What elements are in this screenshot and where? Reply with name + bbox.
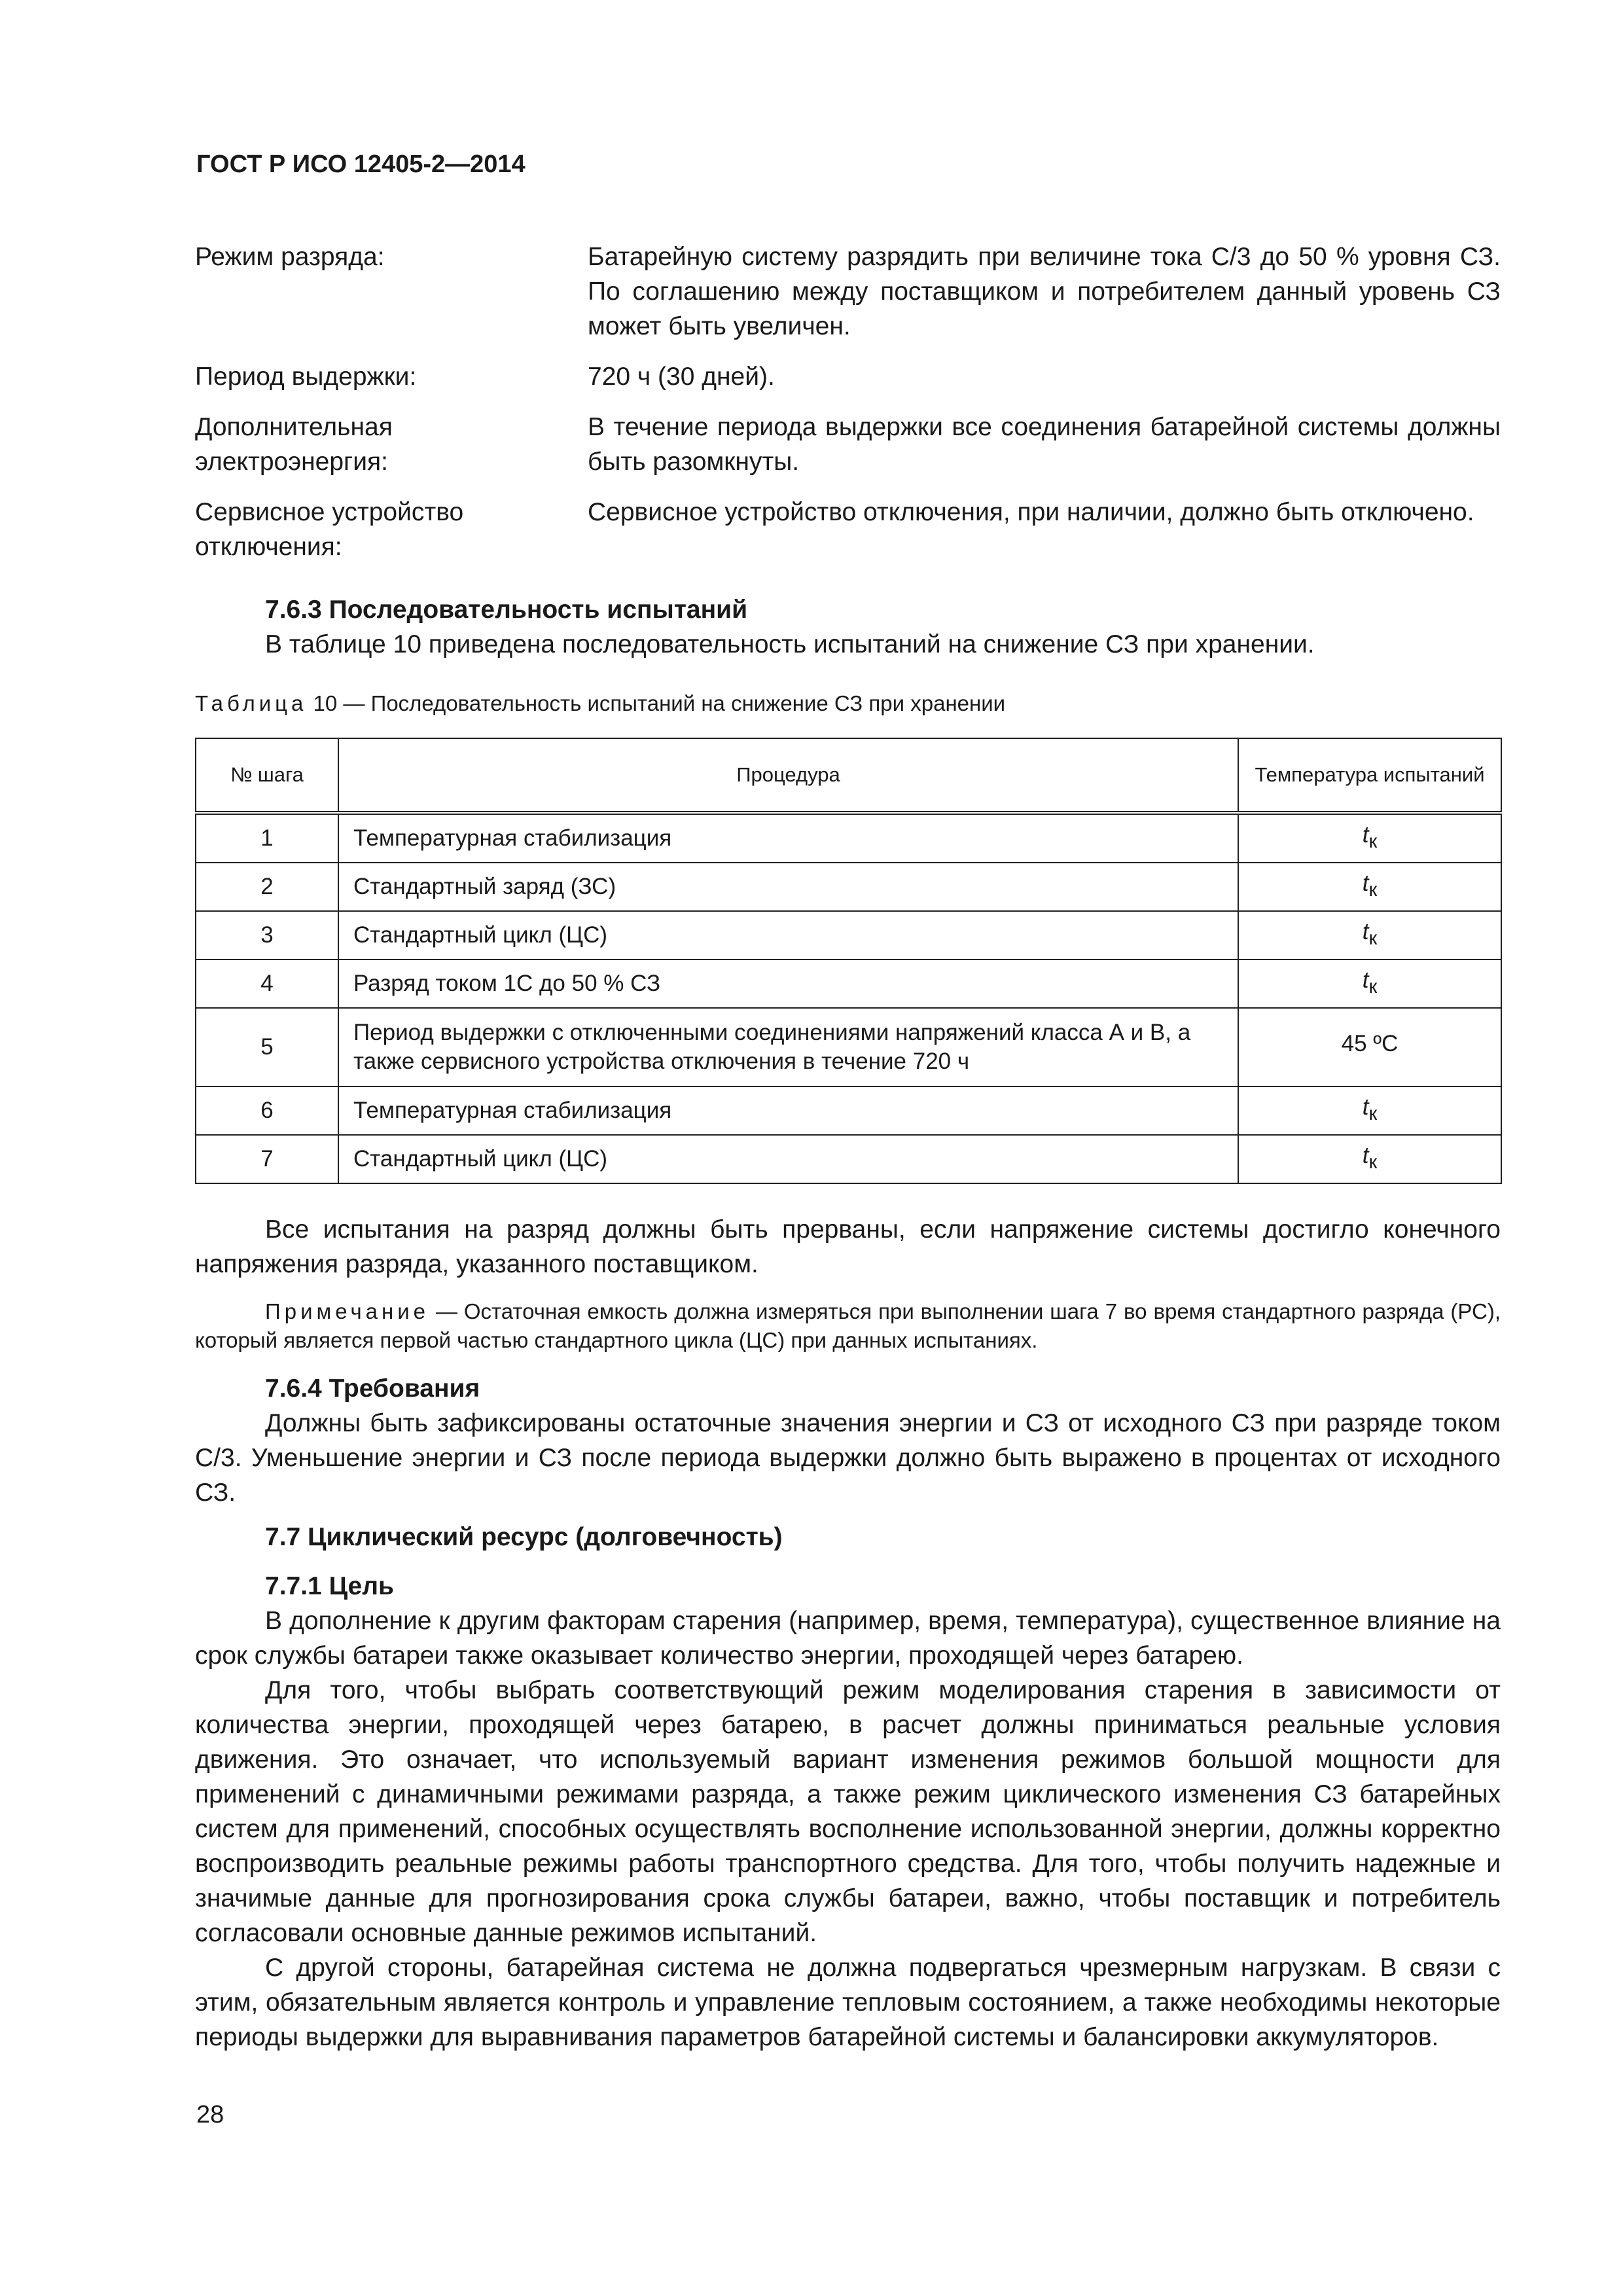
procedure: Стандартный цикл (ЦС)	[338, 1135, 1238, 1183]
section-heading: 7.7 Циклический ресурс (долговечность)	[265, 1523, 783, 1551]
table-header-row	[196, 738, 1501, 813]
procedure: Стандартный заряд (ЗС)	[338, 863, 1238, 911]
note	[195, 1297, 1501, 1355]
document-header: ГОСТ Р ИСО 12405-2—2014	[196, 151, 526, 178]
column-header-temperature: Температура испытаний	[1238, 738, 1501, 813]
param-value: Батарейную систему разрядить при величине тока С/3 до 50 % уровня СЗ. По соглашению между поставщиком и потребителем данный уровень СЗ может быть увеличен.	[588, 243, 1501, 340]
parameter-list	[195, 240, 1501, 580]
page-number: 28	[196, 2101, 224, 2128]
table-row	[196, 1086, 1501, 1135]
param-rest-period	[195, 359, 1501, 394]
test-temperature: $t_к$	[1238, 911, 1501, 960]
test-temperature: $t_к$	[1238, 863, 1501, 911]
section-7-7	[195, 1520, 1501, 1554]
param-additional-power	[195, 410, 1501, 479]
procedure: Период выдержки с отключенными соединениями напряжений класса А и В, а также сервисного устройства отключения в течение 720 ч	[338, 1008, 1238, 1086]
param-label: Период выдержки:	[195, 363, 417, 391]
table-row	[196, 1008, 1501, 1086]
table-row	[196, 1135, 1501, 1183]
test-temperature: $t_к$	[1238, 813, 1501, 863]
test-temperature: $t_к$	[1238, 960, 1501, 1008]
step-number: 2	[196, 863, 338, 911]
section-heading: 7.6.3 Последовательность испытаний	[265, 596, 748, 624]
test-temperature: 45 ºС	[1238, 1008, 1501, 1086]
step-number: 7	[196, 1135, 338, 1183]
test-temperature: $t_к$	[1238, 1135, 1501, 1183]
column-header-step: № шага	[196, 738, 338, 813]
paragraph: В дополнение к другим факторам старения (например, время, температура), существенное влияние на срок службы батареи также оказывает количество энергии, проходящей через батарею.	[195, 1607, 1501, 1670]
procedure: Разряд током 1С до 50 % СЗ	[338, 960, 1238, 1008]
param-value: В течение периода выдержки все соединения батарейной системы должны быть разомкнуты.	[588, 413, 1501, 476]
paragraph: Все испытания на разряд должны быть прерваны, если напряжение системы достигло конечного напряжения разряда, указанного поставщиком.	[195, 1215, 1501, 1278]
note-text: — Остаточная емкость должна измеряться при выполнении шага 7 во время стандартного разряда (РС), который является первой частью стандартного цикла (ЦС) при данных испытаниях.	[195, 1299, 1501, 1352]
section-7-7-1	[195, 1569, 1501, 2054]
param-service-disconnect	[195, 495, 1501, 564]
section-7-6-3	[195, 592, 1501, 662]
param-label: Режим разряда:	[195, 243, 385, 271]
section-heading: 7.6.4 Требования	[265, 1374, 480, 1403]
step-number: 3	[196, 911, 338, 960]
table-row	[196, 863, 1501, 911]
paragraph: Для того, чтобы выбрать соответствующий режим моделирования старения в зависимости от количества энергии, проходящей через батарею, в расчет должны приниматься реальные условия движения. Это означает, что используемый вариант изменения режимов большой мощности для применений с динамичными режимами разряда, а также режим циклического изменения СЗ батарейных систем для применений, способных осуществлять восполнение использованной энергии, должны корректно воспроизводить реальные режимы работы транспортного средства. Для того, чтобы получить надежные и значимые данные для прогнозирования срока службы батареи, важно, чтобы поставщик и потребитель согласовали основные данные режимов испытаний.	[195, 1676, 1501, 1947]
param-label: Дополнительная электроэнергия:	[195, 413, 393, 476]
paragraph: С другой стороны, батарейная система не должна подвергаться чрезмерным нагрузкам. В связи с этим, обязательным является контроль и управление тепловым состоянием, а также необходимы некоторые периоды выдержки для выравнивания параметров батарейной системы и балансировки аккумуляторов.	[195, 1954, 1501, 2051]
note-label: Примечание	[265, 1299, 430, 1323]
paragraph: В таблице 10 приведена последовательность испытаний на снижение СЗ при хранении.	[265, 630, 1315, 658]
paragraph: Должны быть зафиксированы остаточные значения энергии и СЗ от исходного СЗ при разряде током С/3. Уменьшение энергии и СЗ после периода выдержки должно быть выражено в процентах от исходного СЗ.	[195, 1409, 1501, 1507]
procedure: Температурная стабилизация	[338, 813, 1238, 863]
section-7-6-4	[195, 1371, 1501, 1510]
param-value: Сервисное устройство отключения, при наличии, должно быть отключено.	[588, 498, 1474, 526]
param-discharge-mode	[195, 240, 1501, 344]
param-label: Сервисное устройство отключения:	[195, 498, 464, 561]
table-10	[195, 738, 1502, 1184]
table-row	[196, 911, 1501, 960]
table-caption-prefix: Таблица	[195, 691, 308, 715]
step-number: 4	[196, 960, 338, 1008]
test-temperature: $t_к$	[1238, 1086, 1501, 1135]
table-row	[196, 813, 1501, 863]
section-heading: 7.7.1 Цель	[265, 1572, 394, 1600]
step-number: 6	[196, 1086, 338, 1135]
column-header-procedure: Процедура	[338, 738, 1238, 813]
procedure: Температурная стабилизация	[338, 1086, 1238, 1135]
param-value: 720 ч (30 дней).	[588, 363, 775, 391]
table-caption-text: 10 — Последовательность испытаний на снижение СЗ при хранении	[307, 691, 1006, 715]
procedure: Стандартный цикл (ЦС)	[338, 911, 1238, 960]
table-10-block	[195, 689, 1501, 1184]
step-number: 5	[196, 1008, 338, 1086]
step-number: 1	[196, 813, 338, 863]
table-caption	[195, 689, 1501, 718]
table-row	[196, 960, 1501, 1008]
after-table-block	[195, 1212, 1501, 1355]
